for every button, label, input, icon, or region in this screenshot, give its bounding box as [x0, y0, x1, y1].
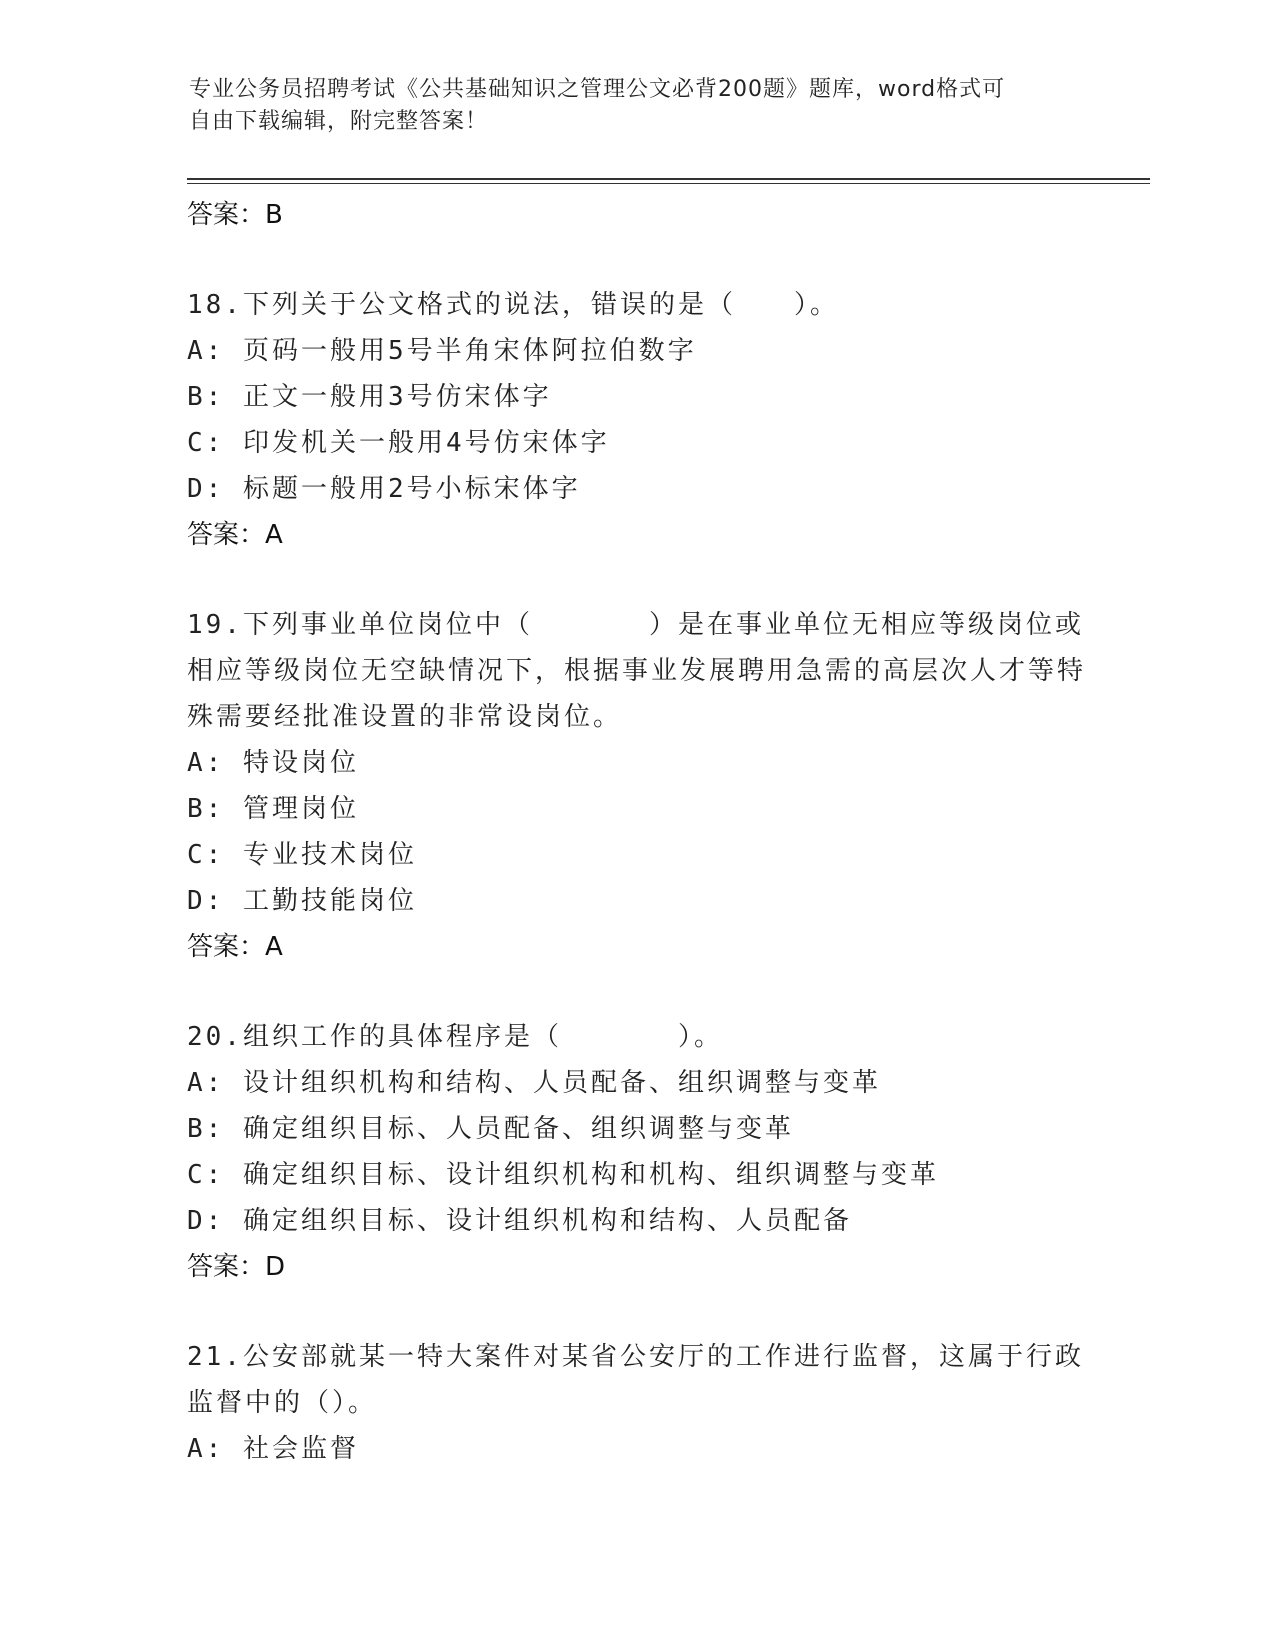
answer-label: 答案：A [187, 932, 283, 962]
question-content [187, 186, 1107, 1472]
option-a: A: 社会监督 [187, 1434, 359, 1464]
option-b: B: 确定组织目标、人员配备、组织调整与变革 [187, 1114, 794, 1144]
question-18 [187, 282, 1107, 558]
page-header [189, 74, 1089, 138]
question-stem: 20.组织工作的具体程序是（ ）。 [187, 1022, 723, 1052]
option-c: C: 专业技术岗位 [187, 840, 417, 870]
question-19 [187, 602, 1107, 970]
header-title-line-1: 专业公务员招聘考试《公共基础知识之管理公文必背200题》题库，word格式可 [189, 77, 1006, 102]
option-a: A: 页码一般用5号半角宋体阿拉伯数字 [187, 336, 697, 366]
option-c: C: 确定组织目标、设计组织机构和机构、组织调整与变革 [187, 1160, 939, 1190]
question-stem: 19.下列事业单位岗位中（ ）是在事业单位无相应等级岗位或相应等级岗位无空缺情况下，根据事业发展聘用急需的高层次人才等特殊需要经批准设置的非常设岗位。 [187, 610, 1087, 732]
question-20 [187, 1014, 1107, 1290]
question-stem: 18.下列关于公文格式的说法，错误的是（ ）。 [187, 290, 839, 320]
option-c: C: 印发机关一般用4号仿宋体字 [187, 428, 610, 458]
option-a: A: 特设岗位 [187, 748, 359, 778]
option-d: D: 标题一般用2号小标宋体字 [187, 474, 581, 504]
option-b: B: 正文一般用3号仿宋体字 [187, 382, 552, 412]
option-d: D: 工勤技能岗位 [187, 886, 417, 916]
question-stem: 21.公安部就某一特大案件对某省公安厅的工作进行监督，这属于行政监督中的（）。 [187, 1342, 1084, 1418]
answer-label: 答案：A [187, 520, 283, 550]
answer-label: 答案：B [187, 200, 283, 230]
option-b: B: 管理岗位 [187, 794, 359, 824]
header-divider [187, 178, 1150, 184]
option-a: A: 设计组织机构和结构、人员配备、组织调整与变革 [187, 1068, 881, 1098]
header-title-line-2: 自由下载编辑，附完整答案！ [189, 109, 489, 134]
question-21 [187, 1334, 1107, 1472]
option-d: D: 确定组织目标、设计组织机构和结构、人员配备 [187, 1206, 852, 1236]
answer-label: 答案：D [187, 1252, 286, 1282]
